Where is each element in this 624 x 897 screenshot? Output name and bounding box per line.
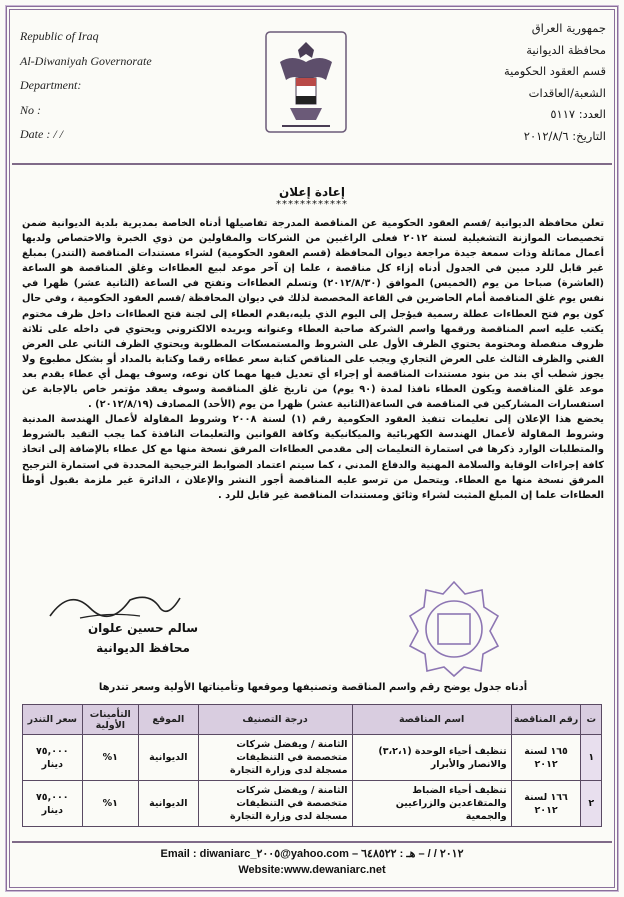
- footer-divider: [12, 841, 612, 843]
- row-insurance: ١%: [82, 735, 138, 781]
- header-governorate-en: Al-Diwaniyah Governorate: [20, 53, 152, 68]
- footer-email-line: Email : diwaniarc_٢٠٠٥@yahoo.com – ٢٠١٢ / / – هـ : ٦٤٨٥٢٢: [160, 848, 464, 860]
- header-number-ar: العدد: ٥١١٧: [550, 107, 606, 121]
- col-number: رقم المناقصة: [511, 705, 581, 735]
- row-location: الديوانية: [139, 735, 199, 781]
- header-division-ar: قسم العقود الحكومية: [503, 64, 606, 78]
- row-seq: ١: [581, 735, 602, 781]
- col-seq: ت: [581, 705, 602, 735]
- announcement-paragraph-1: تعلن محافظة الديوانية /قسم العقود الحكومية عن المناقصة المدرجة تفاصيلها أدناه الخاصة بمديرية بلدية الديوانية ضمن تخصيصات الموازنة التشغيلية لسنة ٢٠١٢ فعلى الراغبين من الشركات والمقاولين من ذوي الخبرة والاختصاص ولديها أعمال مماثلة وذات سمعة جيدة مراجعة ديوان المحافظة (قسم العقود الحكومية) لشراء مستندات المناقصة (التندر) بمبلغ غير قابل للرد مبين في الجدول أدناه إزاء كل مناقصة ، علما إن آخر موعد لبيع العطاءات وغلق المناقصة هو الساعة (العاشرة) صباحا من يوم (الخميس) الموافق (٢٠١٢/٨/٣٠) وتسلم العطاءات وتفتح في الساعة (الثانية عشر) ظهرا في نفس يوم غلق المناقصة أمام الحاضرين في القاعة المخصصة لذلك في ديوان المحافظة /قسم العقود الحكومية ، وفي حال كون يوم فتح العطاءات عطلة رسمية فيؤجل إلى اليوم الذي يليه،يقدم العطاء إلى لجنة فتح العطاءات داخل ظرف مختوم يكتب عليه اسم المناقصة ورقمها واسم الشركة صاحبة العطاء وعنوانه وبريده الالكتروني ويحتوي في داخله على ثلاثة ظروف منفصلة ومختومة يحتوي الظرف الأول على الشروط والمستمسكات المطلوبة ويحتوي الظرف الثاني على العرض الفني والظرف الثالث على العرض التجاري ويجب على المناقص كتابة سعر عطاءه رقما وكتابة بالمداد أو بشكل مطبوع ولا يجوز شطب أي بند من بنود مستندات المناقصة أو إجراء أي تعديل فيها مهما كان نوعه، وسوف يهمل أي عطاء يقدم بعد موعد غلق المناقصة ويكون العطاء نافذا لمدة (٩٠ يوم) من تاريخ غلق المناقصة وسوف يعقد مؤتمر خاص بالإجابة عن استفسارات المشاركين في المناقصة في الساعة(الثانية عشر) ظهرا من يوم (الأحد) المصادف (٢٠١٢/٨/١٩) .: [22, 218, 605, 411]
- announcement-body: [22, 216, 604, 503]
- footer: [12, 846, 612, 878]
- table-row: [23, 735, 602, 781]
- header-republic-ar: جمهورية العراق: [531, 21, 606, 35]
- col-insurance: التأمينات الأولية: [82, 705, 138, 735]
- footer-website: Website:www.dewaniarc.net: [238, 864, 386, 876]
- row-number: ١٦٥ لسنة ٢٠١٢: [511, 735, 581, 781]
- header-english: [20, 24, 220, 147]
- official-stamp-icon: [404, 578, 504, 678]
- signatory-title: محافظ الديوانية: [96, 641, 190, 655]
- announcement-paragraph-2: يخضع هذا الإعلان إلى تعليمات تنفيذ العقود الحكومية رقم (١) لسنة ٢٠٠٨ وشروط المقاولة لأعمال الهندسة المدنية وشروط المقاولة لأعمال الهندسة الكهربائية والميكانيكية وكافة القوانين والتعليمات النافذة كما يجب التقيد بالشروط والمتطلبات الوارد ذكرها في استمارة التعليمات إلى مقدمي العطاءات المرفق نسخة منها مع كل عطاء بالإضافة إلى اتخاذ كافة إجراءات الوقاية والسلامة المهنية والدفاع المدني ، كما سيتم اعتماد الضوابط الترجيحية المحددة في استمارة الترجيح المرفق نسخة منها مع العطاء. ويتحمل من ترسو عليه المناقصة أجور النشر والإعلان ، الدائرة غير ملزمة بقبول أوطأ العطاءات علما إن المبلغ المثبت لشراء وثائق ومستندات المناقصة غير قابل للرد .: [22, 414, 604, 501]
- signature-block: [58, 618, 228, 658]
- header-governorate-ar: محافظة الديوانية: [526, 42, 606, 57]
- col-location: الموقع: [139, 705, 199, 735]
- row-number: ١٦٦ لسنة ٢٠١٢: [511, 781, 581, 827]
- row-seq: ٢: [581, 781, 602, 827]
- header-no-en: No :: [20, 102, 41, 117]
- row-classification: الثامنة / ويفضل شركات متخصصة في التنظيفات مسجلة لدى وزارة التجارة: [198, 781, 352, 827]
- header-date-ar: التاريخ: ٢٠١٢/٨/٦: [523, 128, 606, 143]
- header-department-en: Department:: [20, 78, 82, 92]
- iraq-eagle-emblem-icon: [262, 28, 350, 136]
- col-name: اسم المناقصة: [352, 705, 511, 735]
- header-divider: [12, 163, 612, 165]
- row-name: تنظيف أحياء الضباط والمتقاعدين والزراعيين والجمعية: [352, 781, 511, 827]
- row-classification: الثامنة / ويفضل شركات متخصصة في التنظيفات مسجلة لدى وزارة التجارة: [198, 735, 352, 781]
- signatory-name: سالم حسين علوان: [87, 621, 199, 635]
- announcement-title: إعادة إعلان: [279, 185, 345, 199]
- row-insurance: ١%: [82, 781, 138, 827]
- announcement-stars: ************: [276, 199, 348, 210]
- header-date-en: Date : / /: [20, 127, 63, 141]
- table-header-row: [23, 705, 602, 735]
- header-arabic: [436, 18, 606, 147]
- header-republic-en: Republic of Iraq: [20, 29, 99, 43]
- header-section-ar: الشعبة/العاقدات: [528, 85, 606, 100]
- tenders-table: [22, 704, 602, 827]
- table-row: [23, 781, 602, 827]
- row-name: تنظيف أحياء الوحدة (٣،٢،١) والانصار والأبرار: [352, 735, 511, 781]
- row-location: الديوانية: [139, 781, 199, 827]
- col-classification: درجة التصنيف: [198, 705, 352, 735]
- row-price: ٧٥,٠٠٠ دينار: [23, 781, 83, 827]
- table-intro: أدناه جدول يوضح رقم واسم المناقصة وتصنيفها وموقعها وتأميناتها الأولية وسعر تندرها: [98, 682, 528, 693]
- row-price: ٧٥,٠٠٠ دينار: [23, 735, 83, 781]
- col-price: سعر التندر: [23, 705, 83, 735]
